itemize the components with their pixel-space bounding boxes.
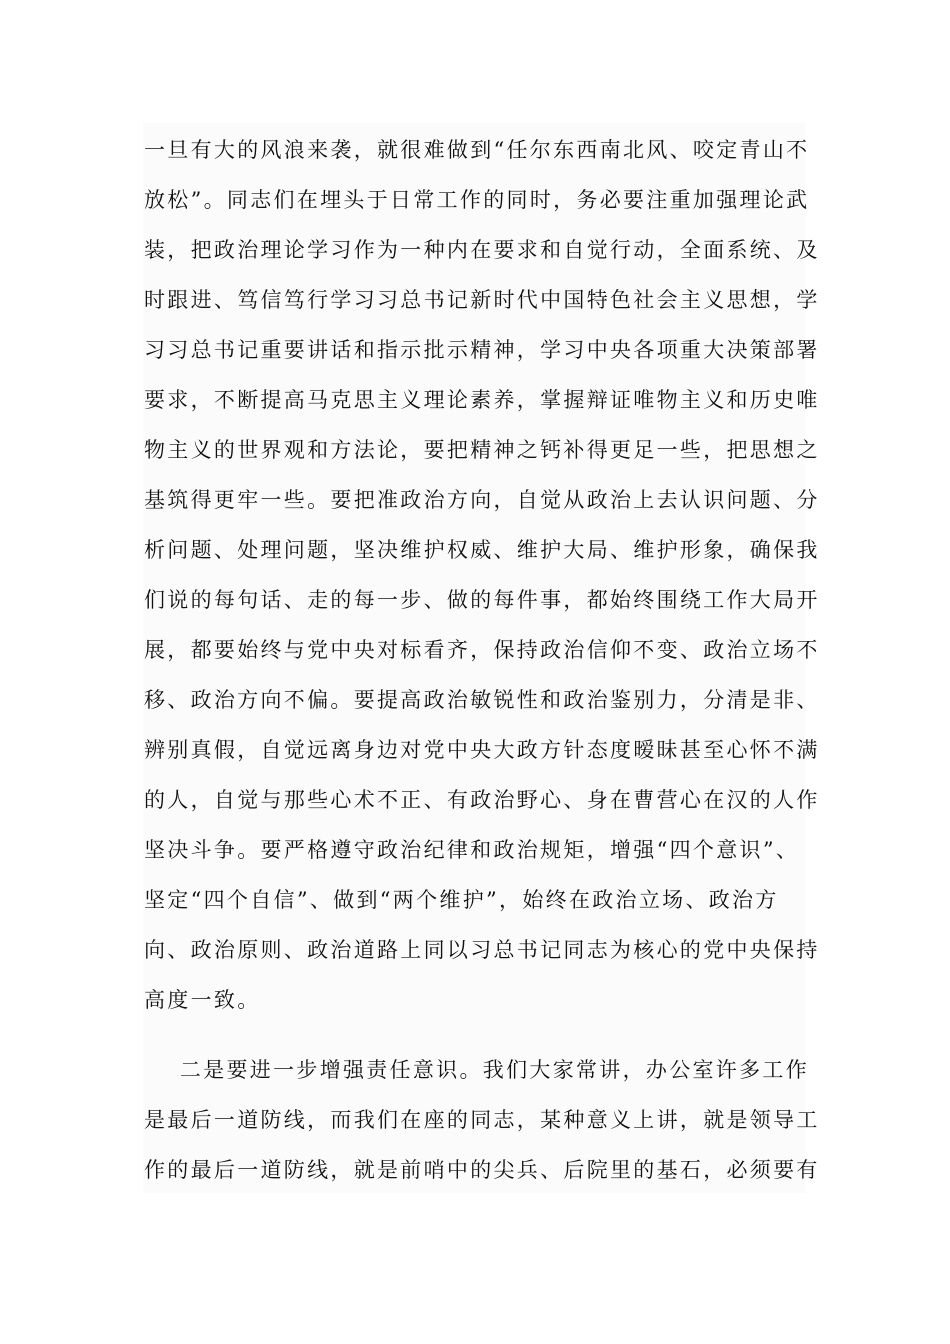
- text-line: 高度一致。: [144, 988, 261, 1012]
- text-line: 放松”。同志们在埋头于日常工作的同时，务必要注重加强理论武: [144, 188, 810, 212]
- text-line: 展，都要始终与党中央对标看齐，保持政治信仰不变、政治立场不: [144, 638, 820, 662]
- text-line: 向、政治原则、政治道路上同以习总书记同志为核心的党中央保持: [144, 938, 820, 962]
- text-line: 时跟进、笃信笃行学习习总书记新时代中国特色社会主义思想，学: [144, 288, 820, 312]
- text-line: 装，把政治理论学习作为一种内在要求和自觉行动，全面系统、及: [144, 238, 820, 262]
- text-line: 要求，不断提高马克思主义理论素养，掌握辩证唯物主义和历史唯: [144, 388, 820, 412]
- text-line: 是最后一道防线，而我们在座的同志，某种意义上讲，就是领导工: [144, 1108, 820, 1132]
- text-line: 的人，自觉与那些心术不正、有政治野心、身在曹营心在汉的人作: [144, 788, 820, 812]
- text-line: 移、政治方向不偏。要提高政治敏锐性和政治鉴别力，分清是非、: [144, 688, 820, 712]
- text-line: 习习总书记重要讲话和指示批示精神，学习中央各项重大决策部署: [144, 338, 820, 362]
- text-line: 们说的每句话、走的每一步、做的每件事，都始终围绕工作大局开: [144, 588, 820, 612]
- text-line: 基筑得更牢一些。要把准政治方向，自觉从政治上去认识问题、分: [144, 488, 820, 512]
- text-line: 二是要进一步增强责任意识。我们大家常讲，办公室许多工作: [144, 1058, 809, 1082]
- text-line: 坚决斗争。要严格遵守政治纪律和政治规矩，增强“四个意识”、: [144, 838, 800, 862]
- text-line: 作的最后一道防线，就是前哨中的尖兵、后院里的基石，必须要有: [144, 1158, 820, 1182]
- text-line: 一旦有大的风浪来袭，就很难做到“任尔东西南北风、咬定青山不: [144, 138, 810, 162]
- text-line: 坚定“四个自信”、做到“两个维护”，始终在政治立场、政治方: [144, 888, 779, 912]
- text-line: 析问题、处理问题，坚决维护权威、维护大局、维护形象，确保我: [144, 538, 820, 562]
- text-line: 物主义的世界观和方法论，要把精神之钙补得更足一些，把思想之: [144, 438, 820, 462]
- text-line: 辨别真假，自觉远离身边对党中央大政方针态度暧昧甚至心怀不满: [144, 738, 820, 762]
